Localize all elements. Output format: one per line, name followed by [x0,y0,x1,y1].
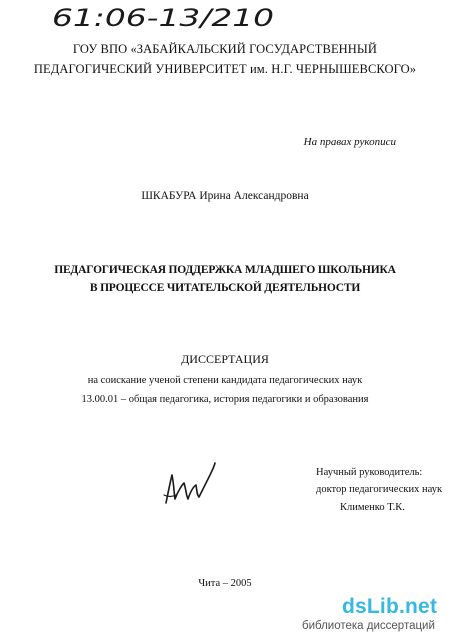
dslib-watermark [302,595,450,640]
university-header-line-2: ПЕДАГОГИЧЕСКИЙ УНИВЕРСИТЕТ им. Н.Г. ЧЕРНЫШЕВСКОГО» [33,62,417,76]
dslib-caption: библиотека диссертаций [302,620,435,632]
place-and-year: Чита – 2005 [198,578,252,589]
supervisor-name: Клименко Т.К. [340,502,405,513]
degree-line-1: на соискание ученой степени кандидата педагогических наук [87,375,363,386]
handwritten-signature [160,455,220,507]
author-name: ШКАБУРА Ирина Александровна [141,190,309,202]
dslib-logo: dsLib.net [342,595,438,618]
university-header-line-1: ГОУ ВПО «ЗАБАЙКАЛЬСКИЙ ГОСУДАРСТВЕННЫЙ [72,42,378,56]
archive-stamp-text: 61:06-13/210 [52,4,274,32]
work-type: ДИССЕРТАЦИЯ [181,352,269,366]
supervisor-degree: доктор педагогических наук [316,484,443,495]
rights-note: На правах рукописи [303,136,396,148]
supervisor-label: Научный руководитель: [316,467,423,478]
archive-stamp-number [48,2,278,32]
degree-line-2: 13.00.01 – общая педагогика, история педагогики и образования [81,394,369,405]
dissertation-title-line-2: В ПРОЦЕССЕ ЧИТАТЕЛЬСКОЙ ДЕЯТЕЛЬНОСТИ [89,282,361,294]
dissertation-title-line-1: ПЕДАГОГИЧЕСКАЯ ПОДДЕРЖКА МЛАДШЕГО ШКОЛЬНИКА [54,264,396,276]
